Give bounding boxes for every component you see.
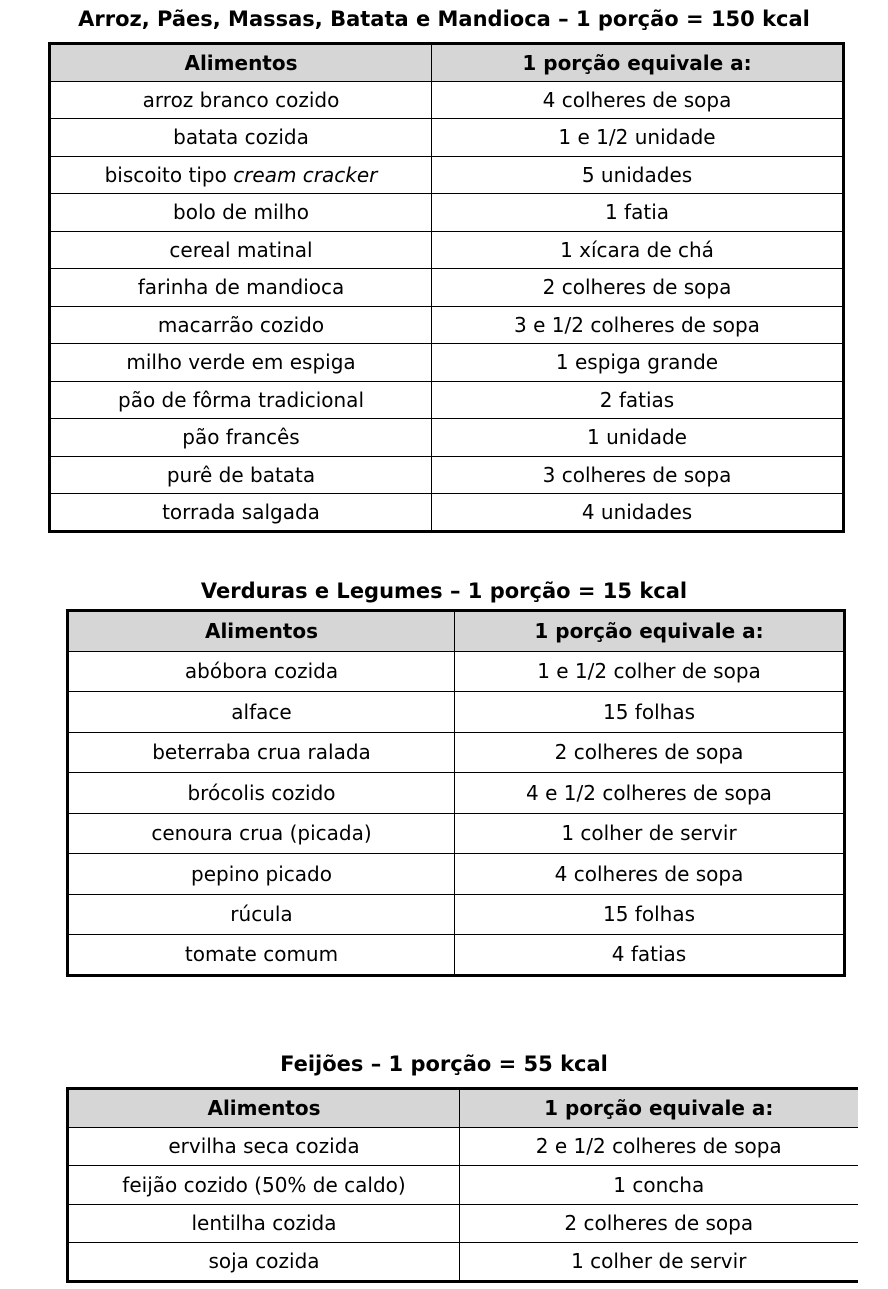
food-cell: milho verde em espiga xyxy=(50,344,432,382)
food-cell: cenoura crua (picada) xyxy=(68,813,455,854)
portion-cell: 2 colheres de sopa xyxy=(432,269,844,307)
food-cell: torrada salgada xyxy=(50,494,432,532)
food-cell: purê de batata xyxy=(50,456,432,494)
food-cell: tomate comum xyxy=(68,935,455,976)
table-header-row xyxy=(68,1089,858,1128)
food-cell: rúcula xyxy=(68,894,455,935)
table-row xyxy=(50,269,844,307)
portion-cell: 2 colheres de sopa xyxy=(460,1204,858,1243)
table-row xyxy=(50,419,844,457)
table-row xyxy=(68,1166,858,1205)
portion-cell: 2 e 1/2 colheres de sopa xyxy=(460,1127,858,1166)
portion-cell: 3 e 1/2 colheres de sopa xyxy=(432,306,844,344)
portion-cell: 1 colher de servir xyxy=(455,813,845,854)
table-header-row xyxy=(68,611,845,652)
portion-table-beans xyxy=(66,1087,858,1283)
table-row xyxy=(50,119,844,157)
column-header-portion: 1 porção equivale a: xyxy=(460,1089,858,1128)
table-row xyxy=(50,306,844,344)
section-title-beans: Feijões – 1 porção = 55 kcal xyxy=(280,1052,608,1076)
column-header-food: Alimentos xyxy=(68,611,455,652)
table-row xyxy=(50,344,844,382)
portion-cell: 1 colher de servir xyxy=(460,1243,858,1282)
table-row xyxy=(50,194,844,232)
section-title-vegetables: Verduras e Legumes – 1 porção = 15 kcal xyxy=(200,579,688,603)
food-cell: bolo de milho xyxy=(50,194,432,232)
table-row xyxy=(50,231,844,269)
portion-table-vegetables xyxy=(66,609,846,977)
food-cell: biscoito tipo cream cracker xyxy=(50,156,432,194)
table-row xyxy=(68,692,845,733)
portion-cell: 4 colheres de sopa xyxy=(455,854,845,895)
portion-cell: 15 folhas xyxy=(455,692,845,733)
food-cell: cereal matinal xyxy=(50,231,432,269)
portion-cell: 1 unidade xyxy=(432,419,844,457)
italic-term: cream cracker xyxy=(233,162,378,187)
portion-cell: 15 folhas xyxy=(455,894,845,935)
food-cell: pepino picado xyxy=(68,854,455,895)
portion-cell: 1 e 1/2 unidade xyxy=(432,119,844,157)
table-row xyxy=(68,732,845,773)
food-cell: farinha de mandioca xyxy=(50,269,432,307)
table-row xyxy=(50,156,844,194)
food-cell: lentilha cozida xyxy=(68,1204,460,1243)
table-row xyxy=(68,894,845,935)
food-cell: beterraba crua ralada xyxy=(68,732,455,773)
portion-cell: 2 colheres de sopa xyxy=(455,732,845,773)
food-cell: pão francês xyxy=(50,419,432,457)
food-cell: brócolis cozido xyxy=(68,773,455,814)
table-row xyxy=(68,813,845,854)
column-header-food: Alimentos xyxy=(50,44,432,82)
food-cell: ervilha seca cozida xyxy=(68,1127,460,1166)
food-cell: abóbora cozida xyxy=(68,651,455,692)
column-header-portion: 1 porção equivale a: xyxy=(432,44,844,82)
portion-cell: 1 espiga grande xyxy=(432,344,844,382)
table-row xyxy=(50,456,844,494)
food-cell: arroz branco cozido xyxy=(50,81,432,119)
table-header-row xyxy=(50,44,844,82)
food-cell: soja cozida xyxy=(68,1243,460,1282)
table-row xyxy=(68,773,845,814)
portion-cell: 4 fatias xyxy=(455,935,845,976)
food-cell: batata cozida xyxy=(50,119,432,157)
table-row xyxy=(68,935,845,976)
table-row xyxy=(68,651,845,692)
portion-cell: 3 colheres de sopa xyxy=(432,456,844,494)
portion-cell: 4 unidades xyxy=(432,494,844,532)
portion-cell: 1 concha xyxy=(460,1166,858,1205)
portion-cell: 4 colheres de sopa xyxy=(432,81,844,119)
table-row xyxy=(68,1204,858,1243)
table-row xyxy=(68,1127,858,1166)
column-header-food: Alimentos xyxy=(68,1089,460,1128)
food-cell: macarrão cozido xyxy=(50,306,432,344)
portion-cell: 1 fatia xyxy=(432,194,844,232)
portion-cell: 5 unidades xyxy=(432,156,844,194)
food-cell: pão de fôrma tradicional xyxy=(50,381,432,419)
table-row xyxy=(50,381,844,419)
portion-cell: 1 e 1/2 colher de sopa xyxy=(455,651,845,692)
table-row xyxy=(50,81,844,119)
portion-table-carbs xyxy=(48,42,845,533)
table-row xyxy=(68,1243,858,1282)
table-row xyxy=(68,854,845,895)
column-header-portion: 1 porção equivale a: xyxy=(455,611,845,652)
portion-cell: 1 xícara de chá xyxy=(432,231,844,269)
table-row xyxy=(50,494,844,532)
section-title-carbs: Arroz, Pães, Massas, Batata e Mandioca – 1 porção = 150 kcal xyxy=(78,7,810,31)
portion-cell: 2 fatias xyxy=(432,381,844,419)
portion-cell: 4 e 1/2 colheres de sopa xyxy=(455,773,845,814)
food-cell: alface xyxy=(68,692,455,733)
food-cell: feijão cozido (50% de caldo) xyxy=(68,1166,460,1205)
